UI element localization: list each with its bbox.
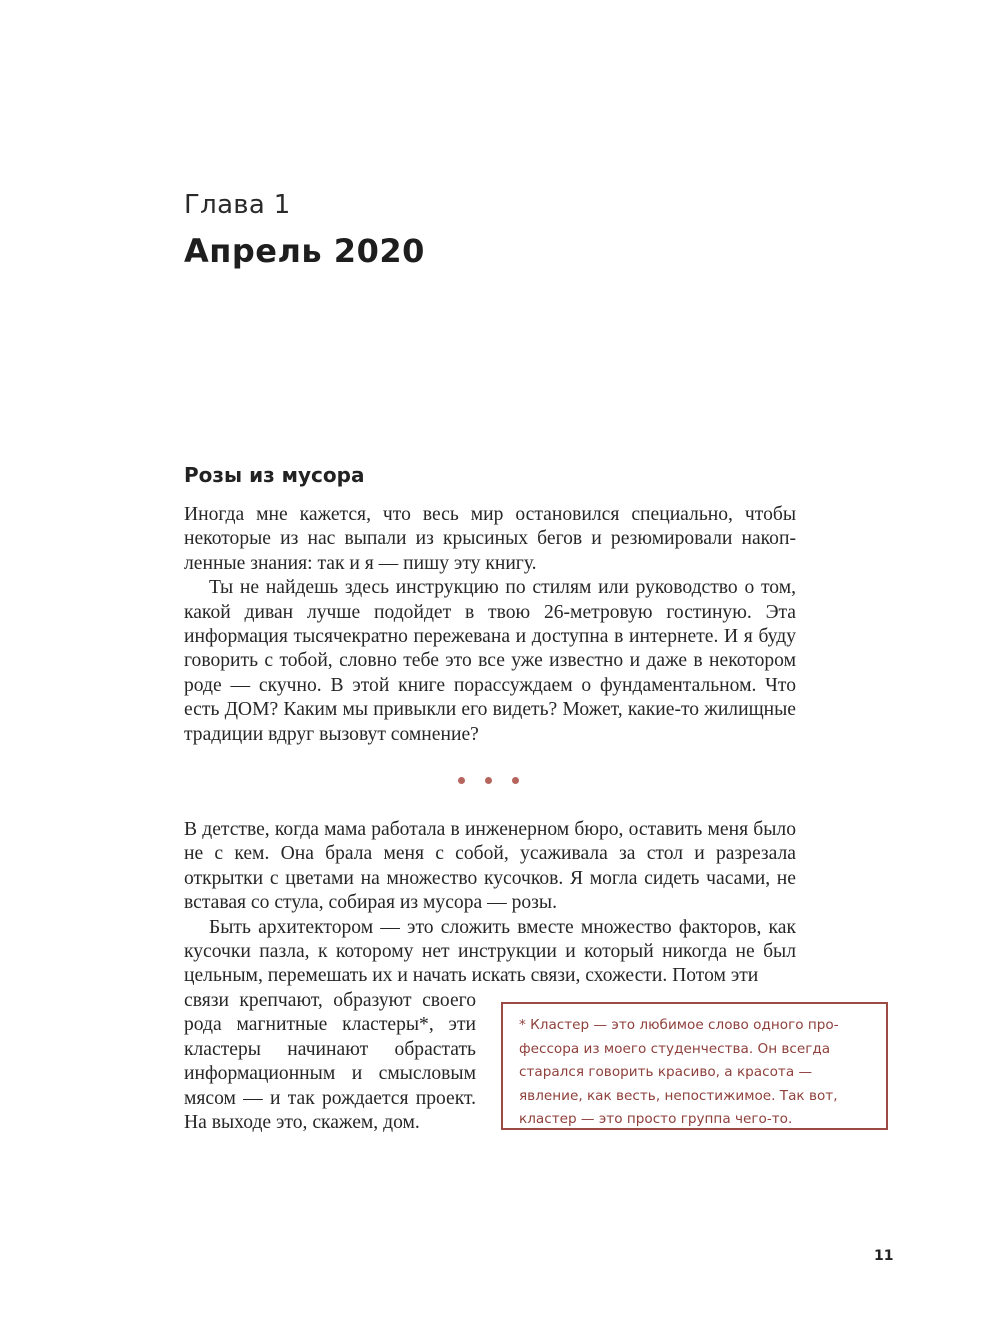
footnote-text: * Кластер — это любимое слово одного профессора из моего студенчества. Он всегда старался говорить красиво, а красота — явление, как весть, непостижимое. Так вот, кластер — это просто группа чего-то. [519,1017,839,1127]
body-text-block-1 [184,503,796,747]
body-text-block-2 [184,818,796,989]
paragraph: Иногда мне кажется, что весь мир остановился специально, чтобы некоторые из нас выпали из крысиных бегов и резюмировали накопленные знания: так и я — пишу эту книгу. [184,504,796,574]
section-divider-dots [458,777,519,784]
divider-dot [512,777,519,784]
divider-dot [485,777,492,784]
paragraph: Быть архитектором — это сложить вместе множество факторов, как кусочки пазла, к которому нет инструкции и который никогда не был цельным, перемешать их и начать искать связи, схожести. Потом эти [184,916,796,987]
paragraph: связи крепчают, образуют своего рода магнитные кластеры*, эти кластеры начинают обрастать информационным и смысловым мясом — и так рождается проект. На выходе это, скажем, дом. [184,990,476,1134]
body-text-wrapped [184,989,476,1135]
page-number: 11 [874,1248,894,1264]
paragraph: В детстве, когда мама работала в инженерном бюро, оставить меня было не с кем. Она брала меня с собой, усаживала за стол и разрезала открытки с цветами на множество кусочков. Я могла сидеть часами, не вставая со стула, собирая из мусора — розы. [184,819,796,914]
footnote-box [501,1002,888,1130]
divider-dot [458,777,465,784]
section-heading: Розы из мусора [184,463,365,487]
chapter-label: Глава 1 [184,190,291,220]
paragraph: Ты не найдешь здесь инструкцию по стилям или руководство о том, какой диван лучше подойдет в твою 26-метровую гостиную. Эта информация тысячекратно пережевана и доступна в интернете. И я буду говорить с тобой, словно тебе это все уже известно и даже в некотором роде — скучно. В этой книге порассуждаем о фундаментальном. Что есть ДОМ? Каким мы привыкли его видеть? Может, какие-то жилищные традиции вдруг вызовут сомнение? [184,577,796,745]
chapter-title: Апрель 2020 [184,232,425,270]
